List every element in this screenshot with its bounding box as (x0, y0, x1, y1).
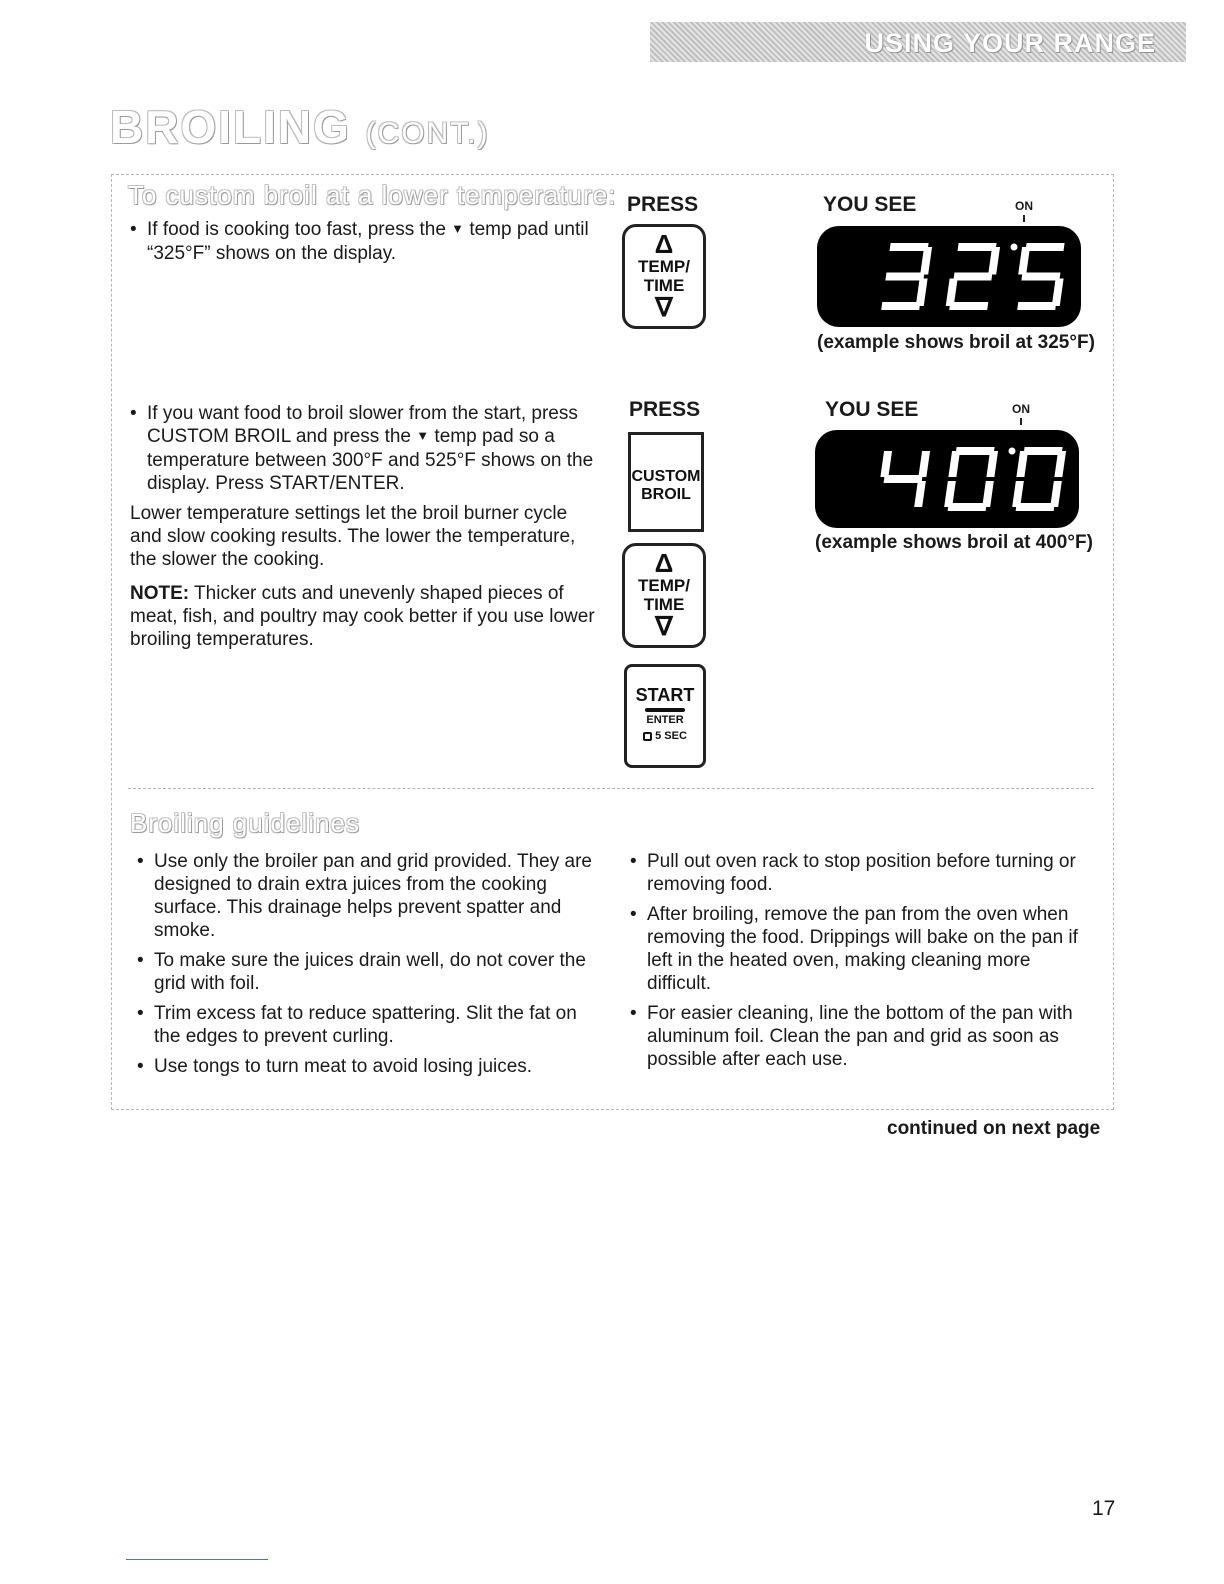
list-item: • For easier cleaning, line the bottom of the pan with aluminum foil. Clean the pan and grid as soon as possible after each use. (630, 1002, 1095, 1071)
list-item: • After broiling, remove the pan from the oven when removing the food. Drippings will bake on the pan if left in the heated oven, making cleaning more difficult. (630, 903, 1095, 995)
step1-caption: (example shows broil at 325°F) (817, 332, 1095, 353)
list-item: • Trim excess fat to reduce spattering. Slit the fat on the edges to prevent curling. (137, 1002, 597, 1048)
custom-broil-pad[interactable] (628, 432, 704, 532)
segment-5-c (1052, 279, 1064, 307)
page-title-main: BROILING (110, 101, 351, 153)
segment-0-d (948, 503, 987, 511)
continued-note: continued on next page (887, 1118, 1101, 1139)
segment-3-b (920, 247, 932, 275)
step2-you-see-label: YOU SEE (825, 398, 919, 421)
step2-bullet-text-a: If you want food to broil slower from the start, press CUSTOM BROIL and press the (147, 403, 578, 447)
on-tick-icon (1023, 215, 1025, 222)
segment-5-d (1017, 302, 1056, 310)
list-item: • Use tongs to turn meat to avoid losing juices. (137, 1055, 597, 1078)
oven-display-325 (817, 226, 1081, 327)
temp-label: TEMP/ (638, 576, 690, 595)
down-triangle-icon: ▼ (416, 428, 430, 443)
on-label: ON (1012, 402, 1030, 416)
lock-duration: 5 SEC (655, 730, 687, 742)
segment-3-a (889, 243, 928, 251)
segment-3-g (885, 273, 924, 281)
list-item: • Use only the broiler pan and grid provided. They are designed to drain extra juices from the cooking surface. This drainage helps prevent spatter and smoke. (137, 850, 597, 942)
custom-label: CUSTOM (631, 468, 701, 485)
step2-paragraph: Lower temperature settings let the broil burner cycle and slow cooking results. The lower the temperature, the slower the cooking. (130, 503, 576, 570)
footer-rule (126, 1559, 268, 1560)
on-label: ON (1015, 199, 1033, 213)
custom-broil-subheading: To custom broil at a lower temperature: (128, 180, 617, 210)
segment-0-a (955, 447, 994, 455)
temp-label: TEMP/ (638, 257, 690, 276)
time-label: TIME (643, 276, 685, 295)
list-item (130, 218, 590, 265)
lock-icon (643, 732, 652, 741)
step1-bullet-text-b: temp pad until “325°F” shows on the display. (147, 219, 589, 264)
segment-3-c (916, 279, 928, 307)
segment-5-g (1021, 273, 1060, 281)
segment-2-e (946, 279, 958, 307)
segment-0-f (948, 451, 960, 477)
on-tick-icon (1020, 418, 1022, 425)
segment-5-f (1018, 247, 1030, 275)
section-divider (128, 788, 1094, 789)
step1-on-indicator (1012, 199, 1036, 222)
down-arrow-icon: ∇ (655, 611, 673, 641)
step1-you-see-label: YOU SEE (823, 193, 917, 216)
segment-4-b (918, 451, 930, 477)
list-item (130, 402, 600, 495)
seven-segment-digits (817, 226, 1081, 327)
segment-2-g (953, 273, 992, 281)
start-label: START (635, 685, 695, 705)
section-banner (650, 22, 1186, 62)
segment-4-f (880, 451, 892, 477)
start-enter-pad[interactable] (624, 664, 706, 768)
step2-bullet-text-b: temp pad so a temperature between 300°F and 525°F shows on the display. Press START/ENTER. (147, 426, 594, 494)
down-arrow-icon: ∇ (655, 292, 673, 322)
note-label: NOTE: (130, 583, 190, 604)
seven-segment-digits (815, 430, 1079, 528)
enter-label: ENTER (646, 714, 684, 726)
segment-0-f (1016, 451, 1028, 477)
temp-time-pad[interactable] (622, 224, 706, 329)
page-number: 17 (1092, 1497, 1116, 1520)
segment-2-d (949, 302, 988, 310)
note-text: Thicker cuts and unevenly shaped pieces of meat, fish, and poultry may cook better if you use lower broiling temperatures. (130, 583, 595, 650)
note-paragraph (130, 582, 600, 651)
list-item: • Pull out oven rack to stop position before turning or removing food. (630, 850, 1095, 896)
step2-caption: (example shows broil at 400°F) (815, 532, 1093, 553)
step2-text (130, 402, 600, 662)
segment-3-d (881, 302, 920, 310)
segment-2-b (988, 247, 1000, 275)
time-label: TIME (643, 595, 685, 614)
page-title-suffix: (CONT.) (365, 117, 490, 150)
down-triangle-icon: ▼ (451, 221, 465, 236)
colon-dot (1011, 244, 1018, 251)
step2-on-indicator (1009, 402, 1033, 425)
segment-4-g (884, 475, 923, 483)
up-arrow-icon: Δ (654, 229, 674, 259)
start-bar (645, 708, 685, 712)
segment-0-d (1016, 503, 1055, 511)
up-arrow-icon: Δ (654, 548, 674, 578)
lock-row (643, 730, 687, 742)
guidelines-left-list (137, 850, 597, 1085)
segment-0-a (1023, 447, 1062, 455)
list-item: • To make sure the juices drain well, do not cover the grid with foil. (137, 949, 597, 995)
page-title (110, 100, 490, 154)
section-banner-label: USING YOUR RANGE (864, 28, 1156, 58)
step1-press-label: PRESS (627, 193, 699, 216)
guidelines-right-list (630, 850, 1095, 1078)
guidelines-subheading: Broiling guidelines (130, 808, 361, 838)
step1-text (130, 218, 590, 272)
broil-label: BROIL (641, 486, 691, 503)
segment-5-a (1025, 243, 1064, 251)
step2-press-label: PRESS (629, 398, 701, 421)
oven-display-400 (815, 430, 1079, 528)
segment-2-a (957, 243, 996, 251)
temp-time-pad[interactable] (622, 543, 706, 648)
colon-dot (1009, 448, 1016, 455)
segment-4-c (914, 481, 926, 507)
step1-bullet-text-a: If food is cooking too fast, press the (147, 219, 452, 240)
